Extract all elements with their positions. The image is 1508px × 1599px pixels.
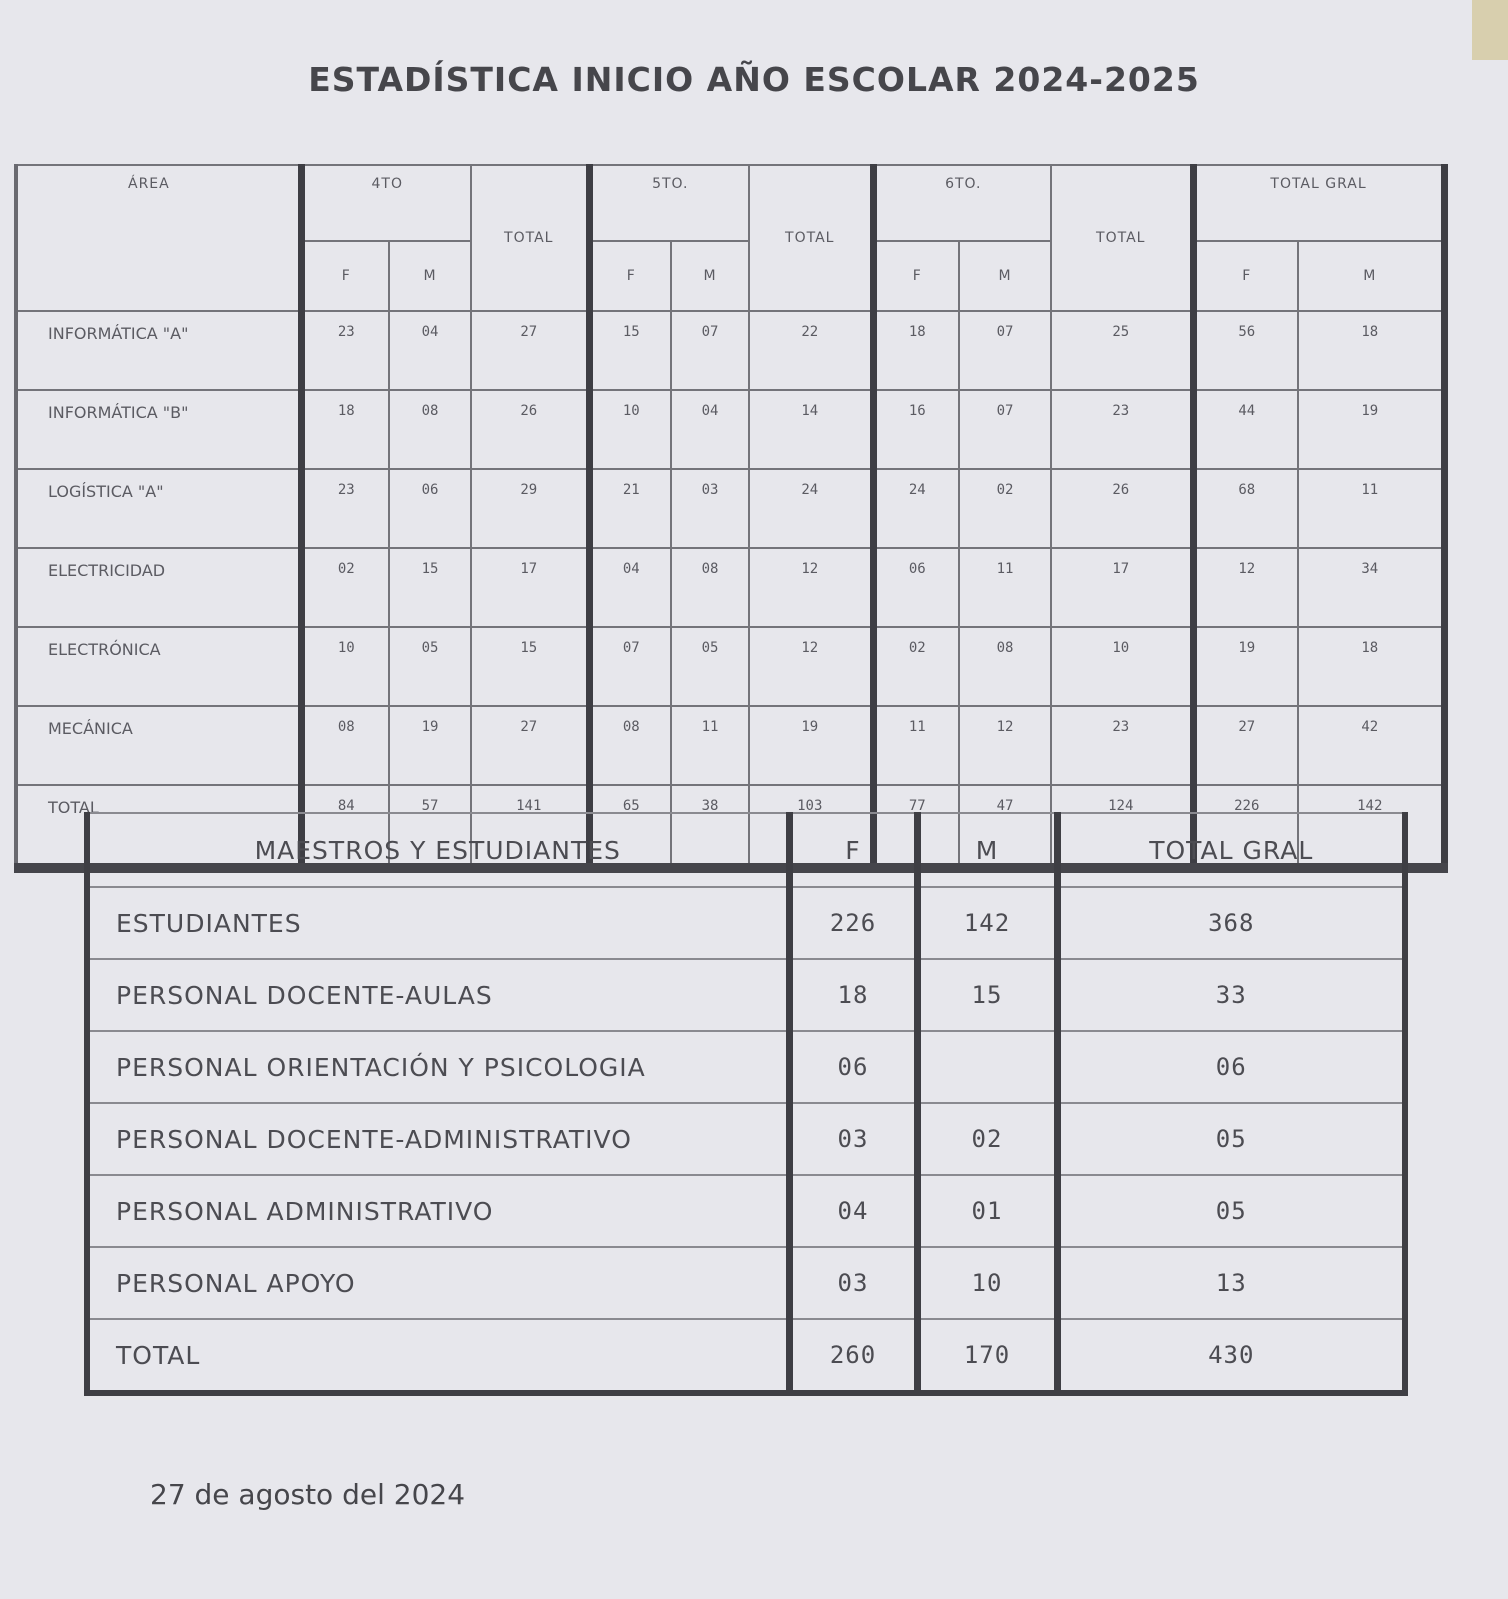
cell-total-4to: 27	[471, 311, 589, 390]
cell-m-total-gral: 42	[1298, 706, 1444, 785]
cell-f-total-gral: 12	[1193, 548, 1298, 627]
cell-m-5to: 05	[671, 627, 749, 706]
cell-m-4to: 57	[389, 785, 471, 868]
cell-total-6to: 23	[1051, 706, 1193, 785]
area-row	[16, 627, 1444, 706]
cell-m-5to: 11	[671, 706, 749, 785]
area-name: TOTAL	[16, 785, 301, 868]
cell-m: 02	[917, 1103, 1057, 1175]
cell-f: 03	[789, 1247, 917, 1319]
f-header-6to: F	[873, 241, 959, 311]
f-header-5to: F	[589, 241, 671, 311]
row-label: TOTAL	[87, 1319, 789, 1393]
cell-total-4to: 29	[471, 469, 589, 548]
cell-f-5to: 08	[589, 706, 671, 785]
cell-total-5to: 24	[749, 469, 873, 548]
staff-row	[87, 887, 1405, 959]
cell-f-total-gral: 68	[1193, 469, 1298, 548]
cell-m-6to: 11	[959, 548, 1051, 627]
cell-total-gral: 430	[1057, 1319, 1405, 1393]
cell-total-gral: 13	[1057, 1247, 1405, 1319]
total-header-6to: TOTAL	[1051, 165, 1193, 311]
area-name: ELECTRICIDAD	[16, 548, 301, 627]
cell-f-5to: 21	[589, 469, 671, 548]
cell-total-gral: 05	[1057, 1175, 1405, 1247]
cell-m-4to: 15	[389, 548, 471, 627]
cell-m-6to: 07	[959, 311, 1051, 390]
staff-students-table-container	[84, 812, 1402, 1396]
cell-m-6to: 08	[959, 627, 1051, 706]
area-row	[16, 548, 1444, 627]
cell-m-total-gral: 18	[1298, 627, 1444, 706]
total-gral-header: TOTAL GRAL	[1057, 813, 1405, 887]
cell-total-6to: 23	[1051, 390, 1193, 469]
cell-total-gral: 06	[1057, 1031, 1405, 1103]
cell-total-6to: 10	[1051, 627, 1193, 706]
staff-students-table	[84, 812, 1408, 1396]
cell-f-total-gral: 56	[1193, 311, 1298, 390]
document-title: ESTADÍSTICA INICIO AÑO ESCOLAR 2024-2025	[308, 60, 1200, 99]
cell-total-gral: 368	[1057, 887, 1405, 959]
group-header-total-gral: TOTAL GRAL	[1193, 165, 1444, 241]
f-header: F	[789, 813, 917, 887]
cell-f-6to: 24	[873, 469, 959, 548]
total-header-5to: TOTAL	[749, 165, 873, 311]
m-header: M	[917, 813, 1057, 887]
cell-m-4to: 19	[389, 706, 471, 785]
staff-row	[87, 1319, 1405, 1393]
cell-f-4to: 23	[301, 469, 389, 548]
cell-total-5to: 12	[749, 548, 873, 627]
cell-total-6to: 25	[1051, 311, 1193, 390]
cell-f-4to: 18	[301, 390, 389, 469]
paper-edge-decoration	[1472, 0, 1508, 60]
area-header: ÁREA	[16, 165, 301, 311]
area-name: MECÁNICA	[16, 706, 301, 785]
cell-f-6to: 16	[873, 390, 959, 469]
cell-m-6to: 07	[959, 390, 1051, 469]
cell-m-5to: 38	[671, 785, 749, 868]
area-row	[16, 469, 1444, 548]
cell-m-total-gral: 142	[1298, 785, 1444, 868]
cell-m: 15	[917, 959, 1057, 1031]
cell-m-5to: 04	[671, 390, 749, 469]
cell-total-4to: 141	[471, 785, 589, 868]
staff-students-body	[87, 887, 1405, 1393]
cell-total-5to: 12	[749, 627, 873, 706]
cell-m: 142	[917, 887, 1057, 959]
row-label: PERSONAL APOYO	[87, 1247, 789, 1319]
cell-total-4to: 15	[471, 627, 589, 706]
row-label: PERSONAL ADMINISTRATIVO	[87, 1175, 789, 1247]
cell-f-total-gral: 44	[1193, 390, 1298, 469]
cell-f: 03	[789, 1103, 917, 1175]
cell-f-5to: 65	[589, 785, 671, 868]
cell-total-6to: 17	[1051, 548, 1193, 627]
cell-total-gral: 33	[1057, 959, 1405, 1031]
staff-row	[87, 1103, 1405, 1175]
row-label: PERSONAL ORIENTACIÓN Y PSICOLOGIA	[87, 1031, 789, 1103]
cell-m	[917, 1031, 1057, 1103]
cell-f: 260	[789, 1319, 917, 1393]
cell-f-4to: 23	[301, 311, 389, 390]
total-header-4to: TOTAL	[471, 165, 589, 311]
cell-f-6to: 77	[873, 785, 959, 868]
cell-m-5to: 08	[671, 548, 749, 627]
cell-m-4to: 05	[389, 627, 471, 706]
cell-m: 01	[917, 1175, 1057, 1247]
cell-f-4to: 10	[301, 627, 389, 706]
cell-total-4to: 17	[471, 548, 589, 627]
m-header-6to: M	[959, 241, 1051, 311]
cell-total-5to: 19	[749, 706, 873, 785]
area-name: INFORMÁTICA "B"	[16, 390, 301, 469]
cell-m-6to: 12	[959, 706, 1051, 785]
staff-row	[87, 1247, 1405, 1319]
cell-m-total-gral: 19	[1298, 390, 1444, 469]
cell-f-6to: 06	[873, 548, 959, 627]
area-name: LOGÍSTICA "A"	[16, 469, 301, 548]
cell-f: 226	[789, 887, 917, 959]
cell-f-4to: 08	[301, 706, 389, 785]
cell-f: 06	[789, 1031, 917, 1103]
cell-total-4to: 27	[471, 706, 589, 785]
cell-m-total-gral: 18	[1298, 311, 1444, 390]
cell-m-6to: 47	[959, 785, 1051, 868]
cell-f-total-gral: 19	[1193, 627, 1298, 706]
cell-f-total-gral: 226	[1193, 785, 1298, 868]
cell-f: 18	[789, 959, 917, 1031]
cell-m-6to: 02	[959, 469, 1051, 548]
cell-m: 10	[917, 1247, 1057, 1319]
cell-f-5to: 10	[589, 390, 671, 469]
m-header-4to: M	[389, 241, 471, 311]
f-header-total-gral: F	[1193, 241, 1298, 311]
row-label: ESTUDIANTES	[87, 887, 789, 959]
cell-total-5to: 14	[749, 390, 873, 469]
cell-m-4to: 04	[389, 311, 471, 390]
staff-students-header: MAESTROS Y ESTUDIANTES	[87, 813, 789, 887]
cell-f: 04	[789, 1175, 917, 1247]
m-header-total-gral: M	[1298, 241, 1444, 311]
cell-f-5to: 15	[589, 311, 671, 390]
group-header-4to: 4TO	[301, 165, 471, 241]
cell-total-4to: 26	[471, 390, 589, 469]
cell-total-5to: 22	[749, 311, 873, 390]
area-statistics-table	[14, 164, 1448, 873]
cell-f-5to: 04	[589, 548, 671, 627]
area-statistics-body	[16, 311, 1444, 868]
area-row	[16, 311, 1444, 390]
cell-f-6to: 11	[873, 706, 959, 785]
cell-total-gral: 05	[1057, 1103, 1405, 1175]
area-name: ELECTRÓNICA	[16, 627, 301, 706]
cell-m-5to: 03	[671, 469, 749, 548]
cell-f-5to: 07	[589, 627, 671, 706]
group-header-6to: 6TO.	[873, 165, 1051, 241]
f-header-4to: F	[301, 241, 389, 311]
area-name: INFORMÁTICA "A"	[16, 311, 301, 390]
cell-m: 170	[917, 1319, 1057, 1393]
group-header-5to: 5TO.	[589, 165, 749, 241]
area-statistics-table-container	[14, 164, 1442, 873]
m-header-5to: M	[671, 241, 749, 311]
row-label: PERSONAL DOCENTE-AULAS	[87, 959, 789, 1031]
cell-f-6to: 02	[873, 627, 959, 706]
staff-row	[87, 959, 1405, 1031]
staff-row	[87, 1031, 1405, 1103]
cell-total-6to: 124	[1051, 785, 1193, 868]
cell-f-6to: 18	[873, 311, 959, 390]
cell-total-6to: 26	[1051, 469, 1193, 548]
staff-row	[87, 1175, 1405, 1247]
row-label: PERSONAL DOCENTE-ADMINISTRATIVO	[87, 1103, 789, 1175]
cell-m-total-gral: 11	[1298, 469, 1444, 548]
area-row	[16, 706, 1444, 785]
cell-f-total-gral: 27	[1193, 706, 1298, 785]
cell-m-total-gral: 34	[1298, 548, 1444, 627]
document-date: 27 de agosto del 2024	[150, 1478, 466, 1511]
cell-m-4to: 08	[389, 390, 471, 469]
cell-f-4to: 02	[301, 548, 389, 627]
cell-total-5to: 103	[749, 785, 873, 868]
cell-f-4to: 84	[301, 785, 389, 868]
cell-m-4to: 06	[389, 469, 471, 548]
cell-m-5to: 07	[671, 311, 749, 390]
area-row	[16, 390, 1444, 469]
